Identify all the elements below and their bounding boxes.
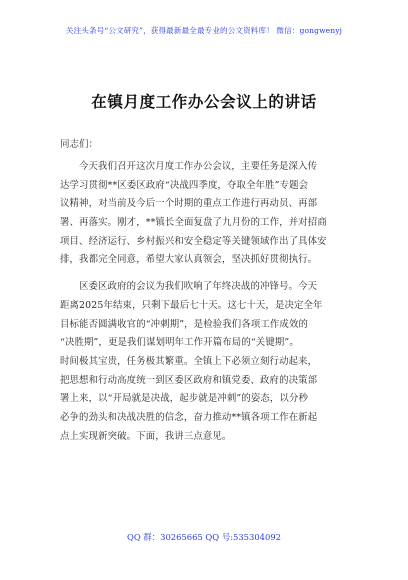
salutation: 同志们： bbox=[60, 139, 99, 150]
paragraph-line: “决胜期”，更是我们谋划明年工作开篇布局的“关键期”。 bbox=[60, 337, 299, 349]
paragraph-2 bbox=[60, 278, 352, 446]
paragraph-gap bbox=[60, 270, 352, 278]
paragraph-line: 署、再落实。刚才，**镇长全面复盘了九月份的工作，并对招商 bbox=[60, 217, 327, 229]
footer-contact-note: QQ 群：30265665 QQ 号:535304092 bbox=[127, 532, 281, 542]
paragraph-1 bbox=[60, 158, 352, 270]
paragraph-line: 议精神，对当前及今后一个时期的重点工作进行再动员、再部 bbox=[60, 198, 318, 210]
document-title: 在镇月度工作办公会议上的讲话 bbox=[91, 93, 317, 111]
paragraph-line: 距离2025年结束，只剩下最后七十天。这七十天，是决定全年 bbox=[60, 299, 323, 311]
paragraph-line: 项目、经济运行、乡村振兴和安全稳定等关键领域作出了具体安 bbox=[60, 235, 327, 247]
paragraph-line: 目标能否圆满收官的“冲刺期”，是检验我们各项工作成效的 bbox=[60, 318, 309, 330]
paragraph-line: 把思想和行动高度统一到区委区政府和镇党委、政府的决策部 bbox=[60, 374, 318, 386]
paragraph-line: 点上实现新突破。下面，我讲三点意见。 bbox=[60, 430, 232, 442]
document-body bbox=[60, 158, 352, 446]
paragraph-line: 必争的劲头和决战决胜的信念，奋力推动**镇各项工作在新起 bbox=[60, 411, 318, 423]
paragraph-line: 署上来，以“开局就是决战，起步就是冲刺”的姿态，以分秒 bbox=[60, 393, 309, 405]
paragraph-line: 达学习贯彻**区委区政府“决战四季度，夺取全年胜”专题会 bbox=[60, 179, 309, 191]
paragraph-line: 区委区政府的会议为我们吹响了年终决战的冲锋号。今天 bbox=[79, 281, 318, 293]
paragraph-line: 时间极其宝贵，任务极其繁重。全镇上下必须立刻行动起来， bbox=[60, 355, 318, 367]
header-promo-note: 关注头条号“公文研究”，获得最新最全最专业的公文资料库！ 微信：gongwenyj bbox=[65, 26, 343, 35]
paragraph-line: 排，我都完全同意，希望大家认真领会，坚决抓好贯彻执行。 bbox=[60, 254, 318, 266]
paragraph-line: 今天我们召开这次月度工作办公会议，主要任务是深入传 bbox=[79, 161, 318, 172]
